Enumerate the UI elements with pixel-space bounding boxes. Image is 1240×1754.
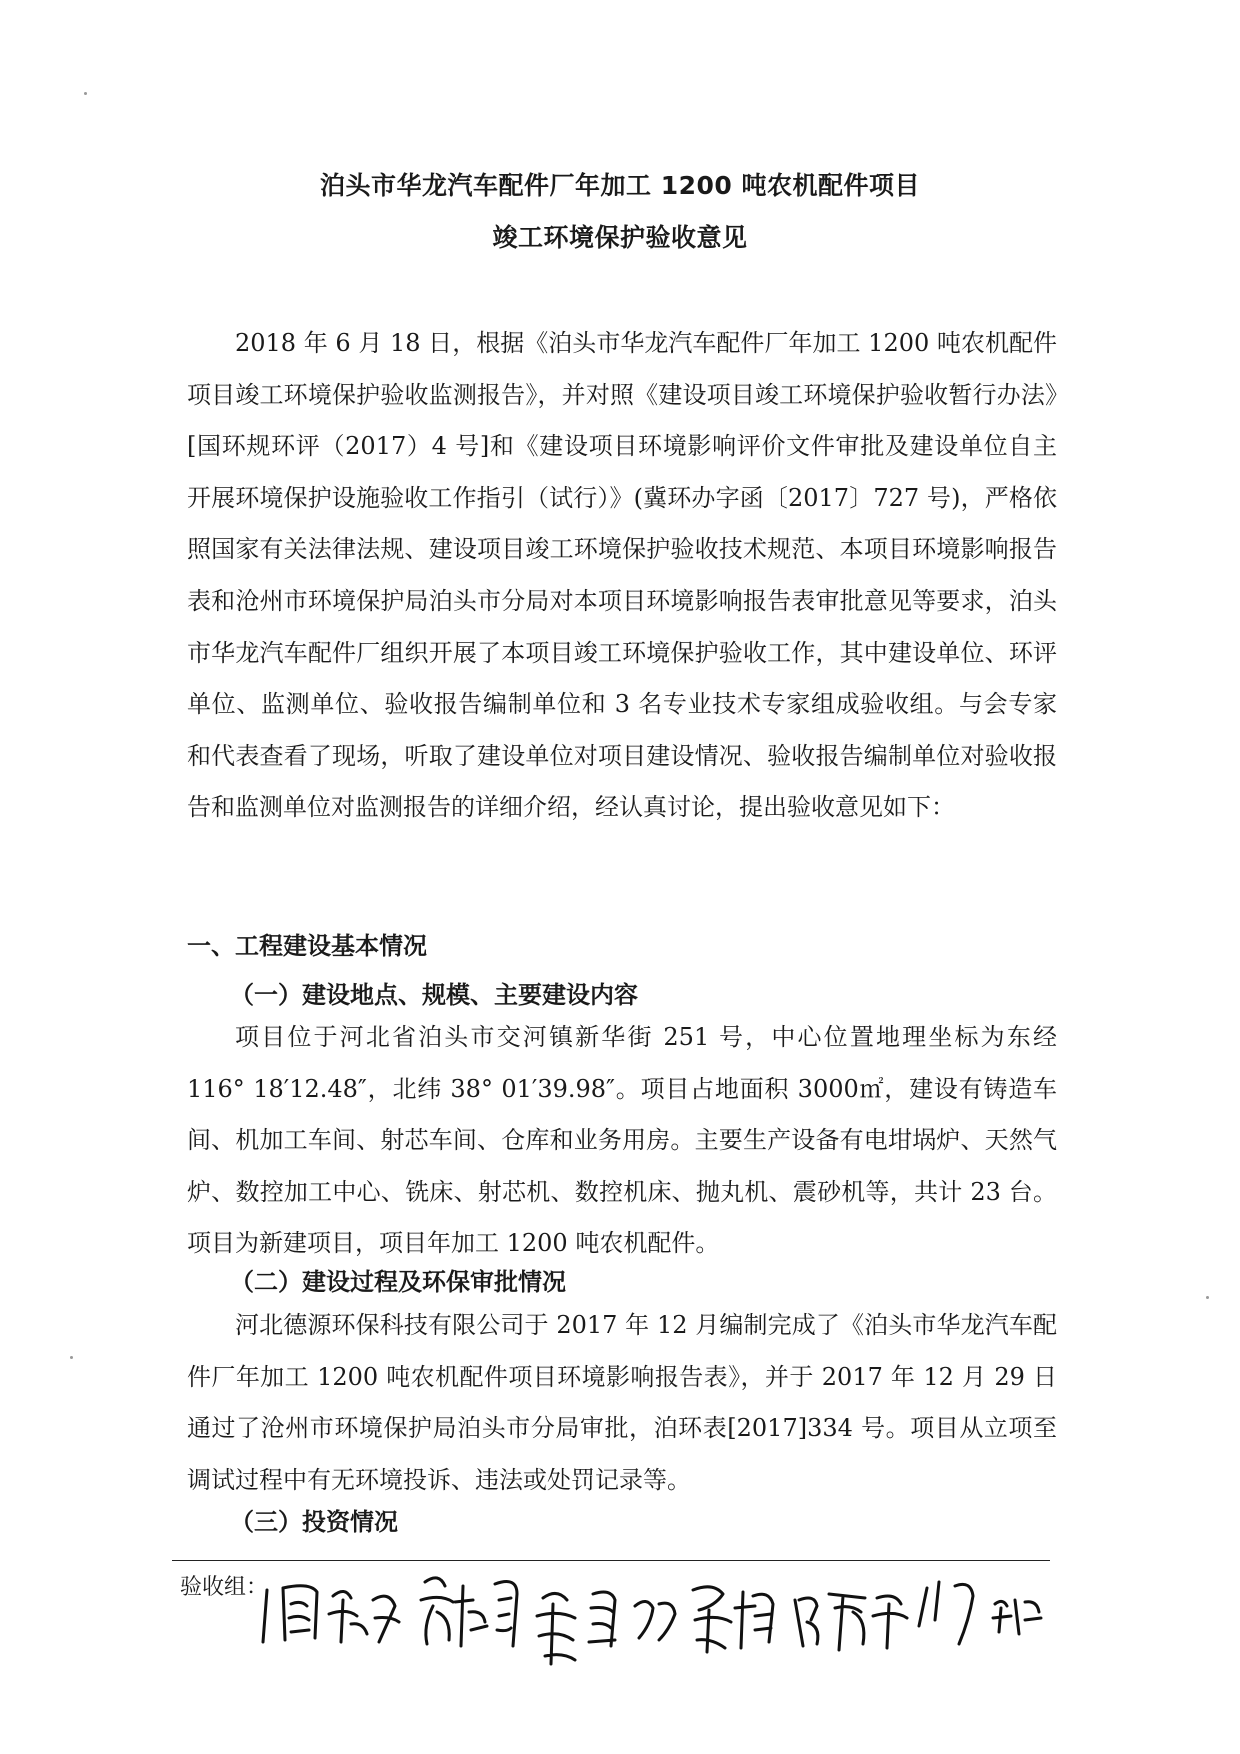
- scan-speck: [70, 1356, 73, 1359]
- approval-paragraph: 河北德源环保科技有限公司于 2017 年 12 月编制完成了《泊头市华龙汽车配件厂年加工 1200 吨农机配件项目环境影响报告表》，并于 2017 年 12 月 29 日通过了沧州市环境保护局泊头市分局审批，泊环表[2017]334 号。项目从立项至调试过程中有无环境投诉、违法或处罚记录等。: [187, 1311, 1057, 1494]
- subheading-location-scale: （一）建设地点、规模、主要建设内容: [230, 981, 638, 1009]
- handwritten-signatures: [255, 1560, 1055, 1680]
- subheading-approval: （二）建设过程及环保审批情况: [230, 1268, 566, 1296]
- location-scale-paragraph: 项目位于河北省泊头市交河镇新华街 251 号，中心位置地理坐标为东经 116° 18′12.48″，北纬 38° 01′39.98″。项目占地面积 3000㎡，建设有铸造车间、机加工车间、射芯车间、仓库和业务用房。主要生产设备有电坩埚炉、天然气炉、数控加工中心、铣床、射芯机、数控机床、抛丸机、震砂机等，共计 23 台。项目为新建项目，项目年加工 1200 吨农机配件。: [187, 1023, 1057, 1258]
- scan-speck: [1206, 1296, 1209, 1299]
- section-heading-basic-info: 一、工程建设基本情况: [187, 932, 427, 960]
- document-subtitle: 竣工环境保护验收意见: [492, 223, 748, 252]
- subheading-investment: （三）投资情况: [230, 1508, 398, 1536]
- intro-section: [187, 318, 1057, 834]
- acceptance-group-label: 验收组：: [180, 1575, 269, 1600]
- approval-section: [187, 1300, 1057, 1506]
- scan-speck: [84, 92, 87, 95]
- document-title: 泊头市华龙汽车配件厂年加工 1200 吨农机配件项目: [320, 171, 920, 200]
- location-scale-section: [187, 1012, 1057, 1270]
- intro-paragraph: 2018 年 6 月 18 日，根据《泊头市华龙汽车配件厂年加工 1200 吨农机配件项目竣工环境保护验收监测报告》，并对照《建设项目竣工环境保护验收暂行办法》[国环规环评（2017）4 号]和《建设项目环境影响评价文件审批及建设单位自主开展环境保护设施验收工作指引（试行）》(冀环办字函〔2017〕727 号)，严格依照国家有关法律法规、建设项目竣工环境保护验收技术规范、本项目环境影响报告表和沧州市环境保护局泊头市分局对本项目环境影响报告表审批意见等要求，泊头市华龙汽车配件厂组织开展了本项目竣工环境保护验收工作，其中建设单位、环评单位、监测单位、验收报告编制单位和 3 名专业技术专家组成验收组。与会专家和代表查看了现场，听取了建设单位对项目建设情况、验收报告编制单位对验收报告和监测单位对监测报告的详细介绍，经认真讨论，提出验收意见如下：: [187, 329, 1057, 822]
